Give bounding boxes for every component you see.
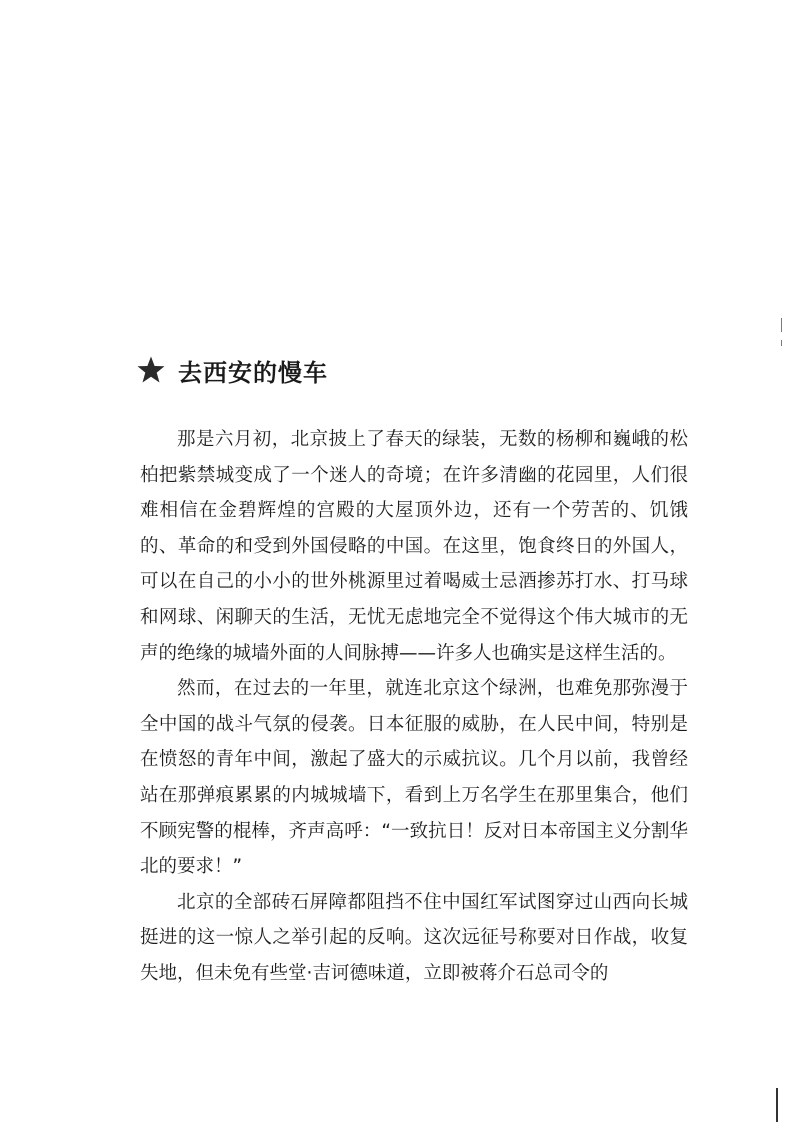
paragraph: 那是六月初，北京披上了春天的绿装，无数的杨柳和巍峨的松柏把紫禁城变成了一个迷人的奇境；在许多清幽的花园里，人们很难相信在金碧辉煌的宫殿的大屋顶外边，还有一个劳苦的、饥饿的、革命的和受到外国侵略的中国。在这里，饱食终日的外国人，可以在自己的小小的世外桃源里过着喝威士忌酒掺苏打水、打马球和网球、闲聊天的生活，无忧无虑地完全不觉得这个伟大城市的无声的绝缘的城墙外面的人间脉搏——许多人也确实是这样生活的。: [140, 429, 688, 664]
section-title: 去西安的慢车: [178, 358, 328, 387]
paragraph: 然而，在过去的一年里，就连北京这个绿洲，也难免那弥漫于全中国的战斗气氛的侵袭。日本征服的威胁，在人民中间，特别是在愤怒的青年中间，激起了盛大的示威抗议。几个月以前，我曾经站在那弹痕累累的内城城墙下，看到上万名学生在那里集合，他们不顾宪警的棍棒，齐声高呼：“一致抗日！反对日本帝国主义分割华北的要求！”: [140, 678, 688, 878]
margin-mark: [781, 318, 782, 332]
section-heading: [136, 350, 328, 390]
margin-mark: [776, 1088, 778, 1122]
paragraph: 北京的全部砖石屏障都阻挡不住中国红军试图穿过山西向长城挺进的这一惊人之举引起的反响。这次远征号称要对日作战，收复失地，但未免有些堂·吉诃德味道，立即被蒋介石总司令的: [140, 891, 688, 984]
star-icon: [136, 355, 166, 385]
body-text: [140, 422, 688, 992]
margin-mark: [781, 340, 782, 346]
